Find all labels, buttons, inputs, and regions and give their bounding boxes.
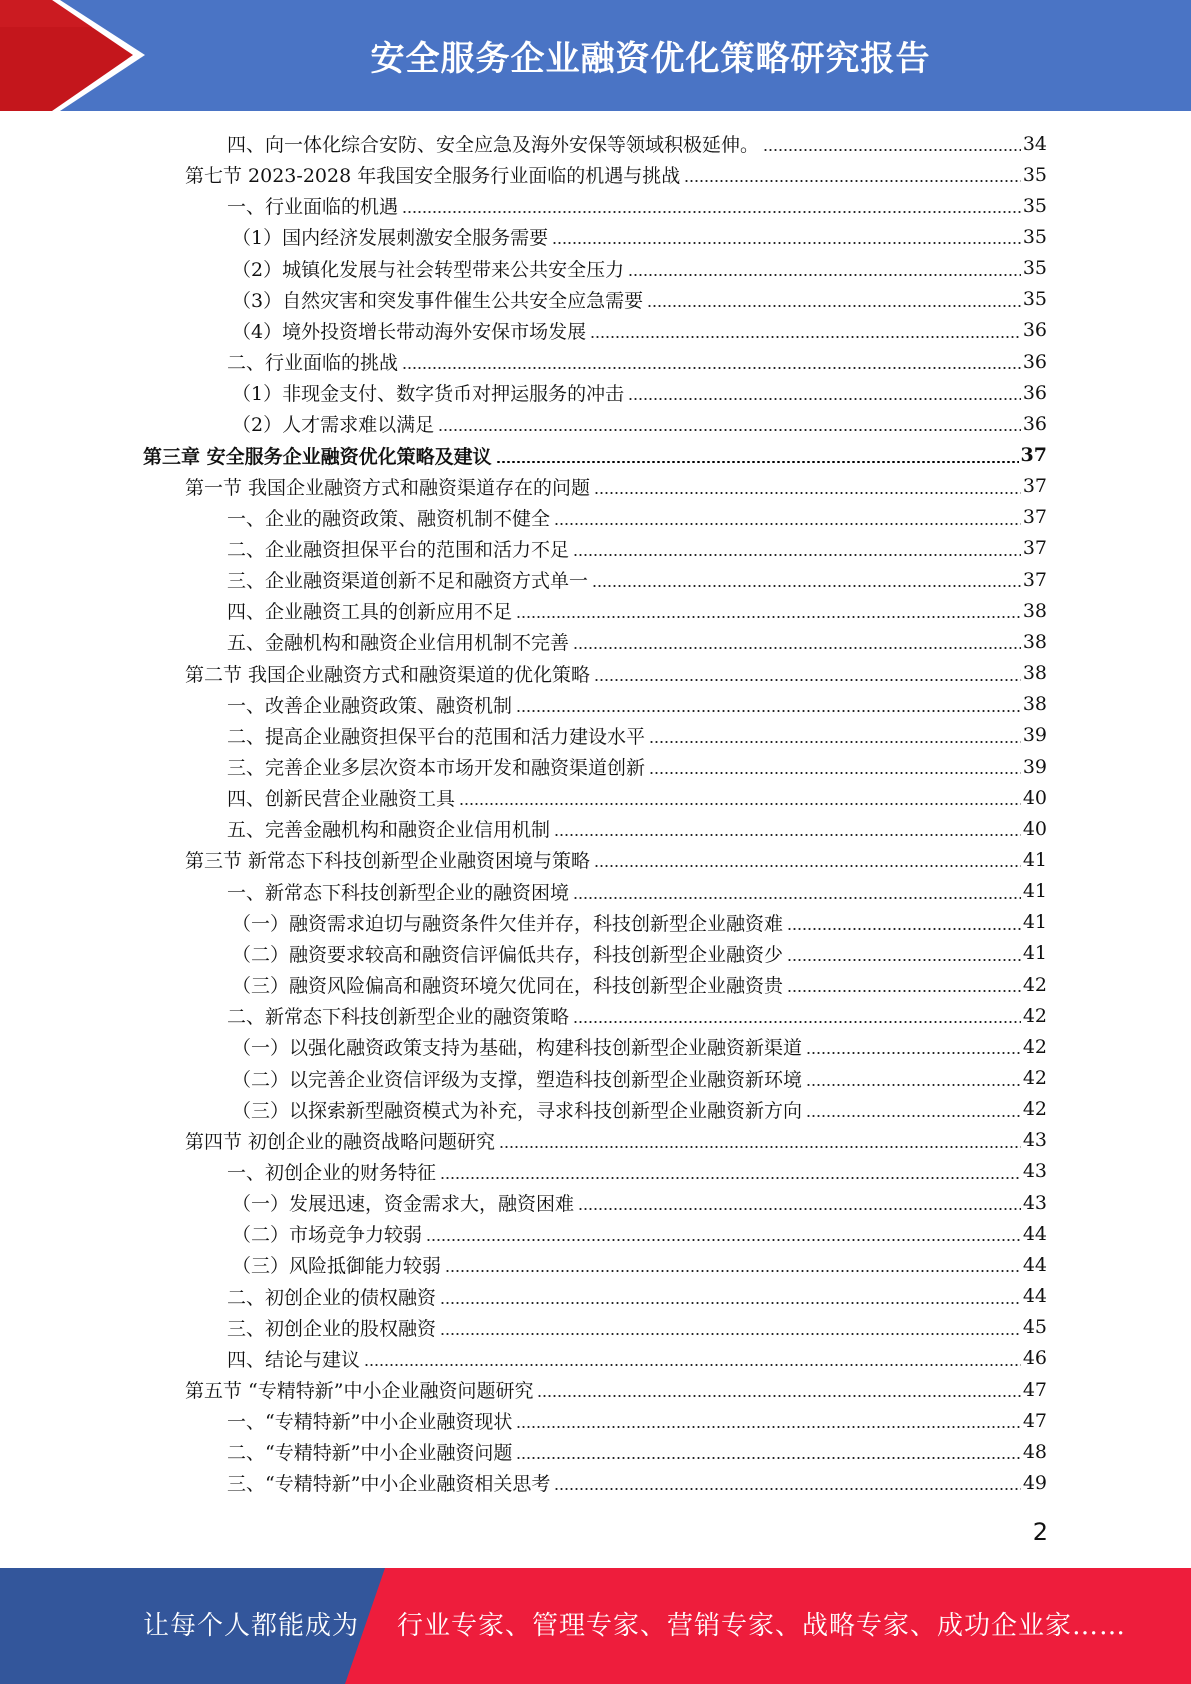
toc-dot-leader — [364, 1364, 1021, 1366]
toc-dot-leader — [516, 1457, 1020, 1459]
toc-entry-page: 40 — [1022, 786, 1047, 809]
toc-entry-page: 44 — [1022, 1222, 1047, 1245]
toc-entry-page: 35 — [1022, 163, 1047, 186]
toc-entry[interactable] — [232, 377, 1047, 408]
toc-dot-leader — [537, 1395, 1020, 1397]
toc-entry[interactable] — [232, 1218, 1047, 1249]
header-banner — [0, 0, 1191, 111]
toc-entry[interactable] — [227, 1436, 1047, 1467]
toc-entry-title: （1）国内经济发展刺激安全服务需要 — [232, 227, 549, 250]
toc-entry-page: 42 — [1022, 1098, 1047, 1121]
toc-dot-leader — [578, 1208, 1021, 1210]
toc-entry-title: 二、行业面临的挑战 — [227, 352, 399, 375]
toc-dot-leader — [554, 523, 1021, 525]
toc-entry-page: 45 — [1022, 1316, 1047, 1339]
toc-entry[interactable] — [227, 1343, 1047, 1374]
toc-entry[interactable] — [227, 1281, 1047, 1312]
toc-entry-page: 38 — [1022, 599, 1047, 622]
toc-entry[interactable] — [232, 1031, 1047, 1062]
toc-entry-title: （一）发展迅速，资金需求大，融资困难 — [232, 1193, 575, 1216]
toc-entry-page: 37 — [1020, 444, 1047, 466]
toc-entry-page: 47 — [1022, 1409, 1047, 1432]
toc-dot-leader — [590, 336, 1021, 338]
toc-dot-leader — [594, 865, 1021, 867]
toc-entry-title: 一、初创企业的财务特征 — [227, 1161, 437, 1184]
toc-dot-leader — [554, 1488, 1020, 1490]
footer-banner — [0, 1568, 1191, 1684]
toc-entry[interactable] — [232, 284, 1047, 315]
toc-dot-leader — [787, 959, 1021, 961]
toc-entry-title: （2）人才需求难以满足 — [232, 414, 435, 437]
toc-entry[interactable] — [227, 502, 1047, 533]
toc-dot-leader — [573, 1021, 1021, 1023]
toc-dot-leader — [554, 834, 1021, 836]
toc-dot-leader — [806, 1084, 1021, 1086]
toc-entry-title: 五、完善金融机构和融资企业信用机制 — [227, 819, 551, 842]
toc-dot-leader — [440, 1177, 1021, 1179]
toc-entry[interactable] — [227, 533, 1047, 564]
toc-entry-title: 三、完善企业多层次资本市场开发和融资渠道创新 — [227, 757, 646, 779]
toc-entry-title: （三）融资风险偏高和融资环境欠优同在，科技创新型企业融资贵 — [232, 975, 784, 998]
toc-dot-leader — [573, 897, 1021, 899]
toc-entry[interactable] — [232, 1063, 1047, 1094]
page-number: 2 — [1032, 1518, 1048, 1546]
toc-entry[interactable] — [227, 1312, 1047, 1343]
toc-dot-leader — [516, 1426, 1020, 1428]
toc-entry[interactable] — [227, 1000, 1047, 1031]
toc-entry[interactable] — [227, 876, 1047, 907]
toc-entry-title: 第五节 “专精特新”中小企业融资问题研究 — [185, 1380, 534, 1402]
toc-dot-leader — [594, 679, 1021, 681]
toc-entry-title: 一、改善企业融资政策、融资机制 — [227, 694, 513, 717]
toc-entry-page: 36 — [1022, 350, 1047, 373]
toc-dot-leader — [516, 616, 1021, 618]
toc-dot-leader — [440, 1333, 1021, 1335]
toc-entry-page: 35 — [1022, 257, 1047, 280]
toc-entry-page: 40 — [1022, 817, 1047, 840]
toc-dot-leader — [763, 149, 1021, 151]
toc-entry-title: 二、新常态下科技创新型企业的融资策略 — [227, 1006, 570, 1029]
toc-entry[interactable] — [232, 221, 1047, 252]
toc-entry[interactable] — [227, 689, 1047, 720]
toc-entry-title: 第一节 我国企业融资方式和融资渠道存在的问题 — [185, 476, 591, 499]
toc-entry-title: 一、“专精特新”中小企业融资现状 — [227, 1411, 513, 1434]
toc-entry-title: 第三章 安全服务企业融资优化策略及建议 — [143, 445, 492, 468]
toc-dot-leader — [628, 398, 1021, 400]
toc-entry[interactable] — [232, 1187, 1047, 1218]
toc-dot-leader — [516, 710, 1021, 712]
toc-entry-title: （二）融资要求较高和融资信评偏低共存，科技创新型企业融资少 — [232, 943, 784, 966]
toc-entry-page: 41 — [1022, 942, 1047, 965]
toc-entry-page: 35 — [1022, 225, 1047, 248]
toc-entry-title: 第七节 2023-2028 年我国安全服务行业面临的机遇与挑战 — [185, 165, 681, 188]
toc-entry-title: 四、企业融资工具的创新应用不足 — [227, 601, 513, 624]
toc-entry[interactable] — [227, 720, 1047, 751]
toc-entry-page: 34 — [1022, 132, 1047, 155]
toc-entry[interactable] — [232, 1094, 1047, 1125]
toc-entry-title: 四、结论与建议 — [227, 1348, 361, 1371]
toc-dot-leader — [573, 647, 1021, 649]
document-title: 安全服务企业融资优化策略研究报告 — [370, 39, 931, 79]
toc-entry-page: 46 — [1022, 1347, 1047, 1370]
toc-entry[interactable] — [227, 595, 1047, 626]
toc-dot-leader — [787, 990, 1021, 992]
toc-entry[interactable] — [227, 1467, 1047, 1498]
footer-slogan-left: 让每个人都能成为 — [143, 1611, 360, 1641]
toc-entry-page: 38 — [1022, 693, 1047, 716]
toc-entry-title: 第三节 新常态下科技创新型企业融资困境与策略 — [185, 850, 591, 873]
toc-dot-leader — [594, 492, 1021, 494]
toc-entry-page: 41 — [1022, 911, 1047, 934]
toc-entry-page: 42 — [1022, 973, 1047, 996]
toc-entry-title: （1）非现金支付、数字货币对押运服务的冲击 — [232, 383, 625, 406]
toc-entry-title: （二）以完善企业资信评级为支撑，塑造科技创新型企业融资新环境 — [232, 1068, 803, 1091]
toc-entry-page: 43 — [1022, 1160, 1047, 1183]
toc-entry-page: 41 — [1022, 848, 1047, 871]
toc-entry-page: 38 — [1022, 662, 1047, 685]
toc-entry-title: （3）自然灾害和突发事件催生公共安全应急需要 — [232, 289, 644, 312]
toc-dot-leader — [787, 928, 1021, 930]
toc-entry-page: 42 — [1022, 1067, 1047, 1089]
toc-dot-leader — [684, 180, 1021, 182]
toc-entry-page: 36 — [1022, 319, 1047, 342]
toc-entry-title: 五、金融机构和融资企业信用机制不完善 — [227, 632, 570, 655]
toc-entry-page: 43 — [1022, 1191, 1047, 1214]
toc-dot-leader — [459, 803, 1021, 805]
toc-entry-title: 第四节 初创企业的融资战略问题研究 — [185, 1130, 496, 1153]
toc-entry-title: 三、初创企业的股权融资 — [227, 1317, 437, 1340]
toc-dot-leader — [649, 741, 1021, 743]
toc-entry[interactable] — [232, 315, 1047, 346]
toc-entry[interactable] — [185, 1374, 1047, 1405]
toc-entry[interactable] — [185, 471, 1047, 502]
toc-entry[interactable] — [227, 190, 1047, 221]
toc-dot-leader — [402, 211, 1021, 213]
toc-entry-page: 35 — [1022, 288, 1047, 311]
toc-entry-page: 37 — [1022, 537, 1047, 560]
toc-entry[interactable] — [227, 346, 1047, 377]
toc-entry[interactable] — [185, 1125, 1047, 1156]
toc-entry-page: 44 — [1022, 1253, 1047, 1276]
toc-dot-leader — [402, 367, 1021, 369]
toc-entry[interactable] — [227, 128, 1047, 159]
toc-entry[interactable] — [227, 1156, 1047, 1187]
toc-entry-title: 二、提高企业融资担保平台的范围和活力建设水平 — [227, 725, 646, 748]
toc-entry-title: 二、初创企业的债权融资 — [227, 1286, 437, 1309]
toc-entry-page: 49 — [1022, 1471, 1047, 1494]
toc-entry-title: （二）市场竞争力较弱 — [232, 1224, 423, 1247]
toc-entry[interactable] — [185, 658, 1047, 689]
toc-entry-title: 三、企业融资渠道创新不足和融资方式单一 — [227, 570, 589, 593]
toc-dot-leader — [628, 274, 1021, 276]
toc-entry-page: 39 — [1022, 724, 1047, 747]
toc-dot-leader — [426, 1239, 1021, 1241]
toc-entry-title: （4）境外投资增长带动海外安保市场发展 — [232, 320, 587, 343]
toc-entry[interactable] — [232, 969, 1047, 1000]
toc-entry-page: 37 — [1022, 475, 1047, 498]
footer-slogan-right: 行业专家、管理专家、营销专家、战略专家、成功企业家…… — [397, 1611, 1127, 1641]
toc-dot-leader — [806, 1052, 1021, 1054]
toc-entry[interactable] — [227, 751, 1047, 782]
toc-entry-title: （一）融资需求迫切与融资条件欠佳并存，科技创新型企业融资难 — [232, 912, 784, 935]
toc-entry-page: 38 — [1022, 630, 1047, 653]
toc-entry-page: 47 — [1022, 1378, 1047, 1401]
toc-entry-page: 37 — [1022, 506, 1047, 529]
toc-entry-title: 一、企业的融资政策、融资机制不健全 — [227, 507, 551, 530]
toc-entry[interactable] — [227, 564, 1047, 595]
toc-entry-title: 四、创新民营企业融资工具 — [227, 788, 456, 811]
toc-entry-page: 36 — [1022, 412, 1047, 435]
toc-dot-leader — [445, 1270, 1021, 1272]
toc-dot-leader — [806, 1115, 1021, 1117]
toc-entry-title: 一、行业面临的机遇 — [227, 196, 399, 219]
toc-entry[interactable] — [227, 1405, 1047, 1436]
toc-entry-page: 42 — [1022, 1035, 1047, 1058]
toc-entry-page: 44 — [1022, 1285, 1047, 1308]
toc-dot-leader — [499, 1146, 1021, 1148]
red-arrow-decoration — [0, 0, 150, 111]
toc-dot-leader — [592, 585, 1021, 587]
toc-entry-title: （一）以强化融资政策支持为基础，构建科技创新型企业融资新渠道 — [232, 1037, 803, 1060]
toc-dot-leader — [647, 305, 1021, 307]
toc-entry-page: 36 — [1022, 381, 1047, 404]
toc-entry-title: 第二节 我国企业融资方式和融资渠道的优化策略 — [185, 663, 591, 686]
toc-entry[interactable] — [232, 907, 1047, 938]
toc-entry-title: 二、“专精特新”中小企业融资问题 — [227, 1442, 513, 1465]
toc-entry[interactable] — [227, 626, 1047, 657]
toc-entry-page: 39 — [1022, 755, 1047, 778]
toc-dot-leader — [573, 554, 1021, 556]
toc-dot-leader — [496, 461, 1019, 463]
toc-entry-page: 43 — [1022, 1129, 1047, 1152]
toc-entry-page: 35 — [1022, 194, 1047, 217]
toc-entry-title: 一、新常态下科技创新型企业的融资困境 — [227, 881, 570, 904]
toc-entry[interactable] — [227, 782, 1047, 813]
toc-entry-title: 二、企业融资担保平台的范围和活力不足 — [227, 538, 570, 561]
toc-entry-page: 42 — [1022, 1004, 1047, 1027]
toc-entry[interactable] — [232, 408, 1047, 439]
toc-dot-leader — [649, 772, 1021, 774]
toc-entry[interactable] — [232, 1249, 1047, 1280]
toc-entry-page: 37 — [1022, 568, 1047, 591]
toc-entry-title: （三）以探索新型融资模式为补充，寻求科技创新型企业融资新方向 — [232, 1099, 803, 1122]
toc-dot-leader — [552, 242, 1021, 244]
toc-entry-title: 三、“专精特新”中小企业融资相关思考 — [227, 1473, 551, 1496]
toc-entry[interactable] — [232, 938, 1047, 969]
toc-entry-page: 48 — [1022, 1440, 1047, 1463]
toc-dot-leader — [440, 1302, 1021, 1304]
toc-entry[interactable] — [185, 844, 1047, 875]
toc-entry-title: （2）城镇化发展与社会转型带来公共安全压力 — [232, 258, 625, 281]
toc-entry-title: （三）风险抵御能力较弱 — [232, 1255, 442, 1278]
toc-dot-leader — [438, 429, 1021, 431]
toc-entry[interactable] — [143, 440, 1047, 471]
toc-entry[interactable] — [185, 159, 1047, 190]
toc-entry-page: 41 — [1022, 880, 1047, 903]
toc-entry[interactable] — [227, 813, 1047, 844]
toc-entry-title: 四、向一体化综合安防、安全应急及海外安保等领域积极延伸。 — [227, 134, 760, 156]
toc-entry[interactable] — [232, 253, 1047, 284]
